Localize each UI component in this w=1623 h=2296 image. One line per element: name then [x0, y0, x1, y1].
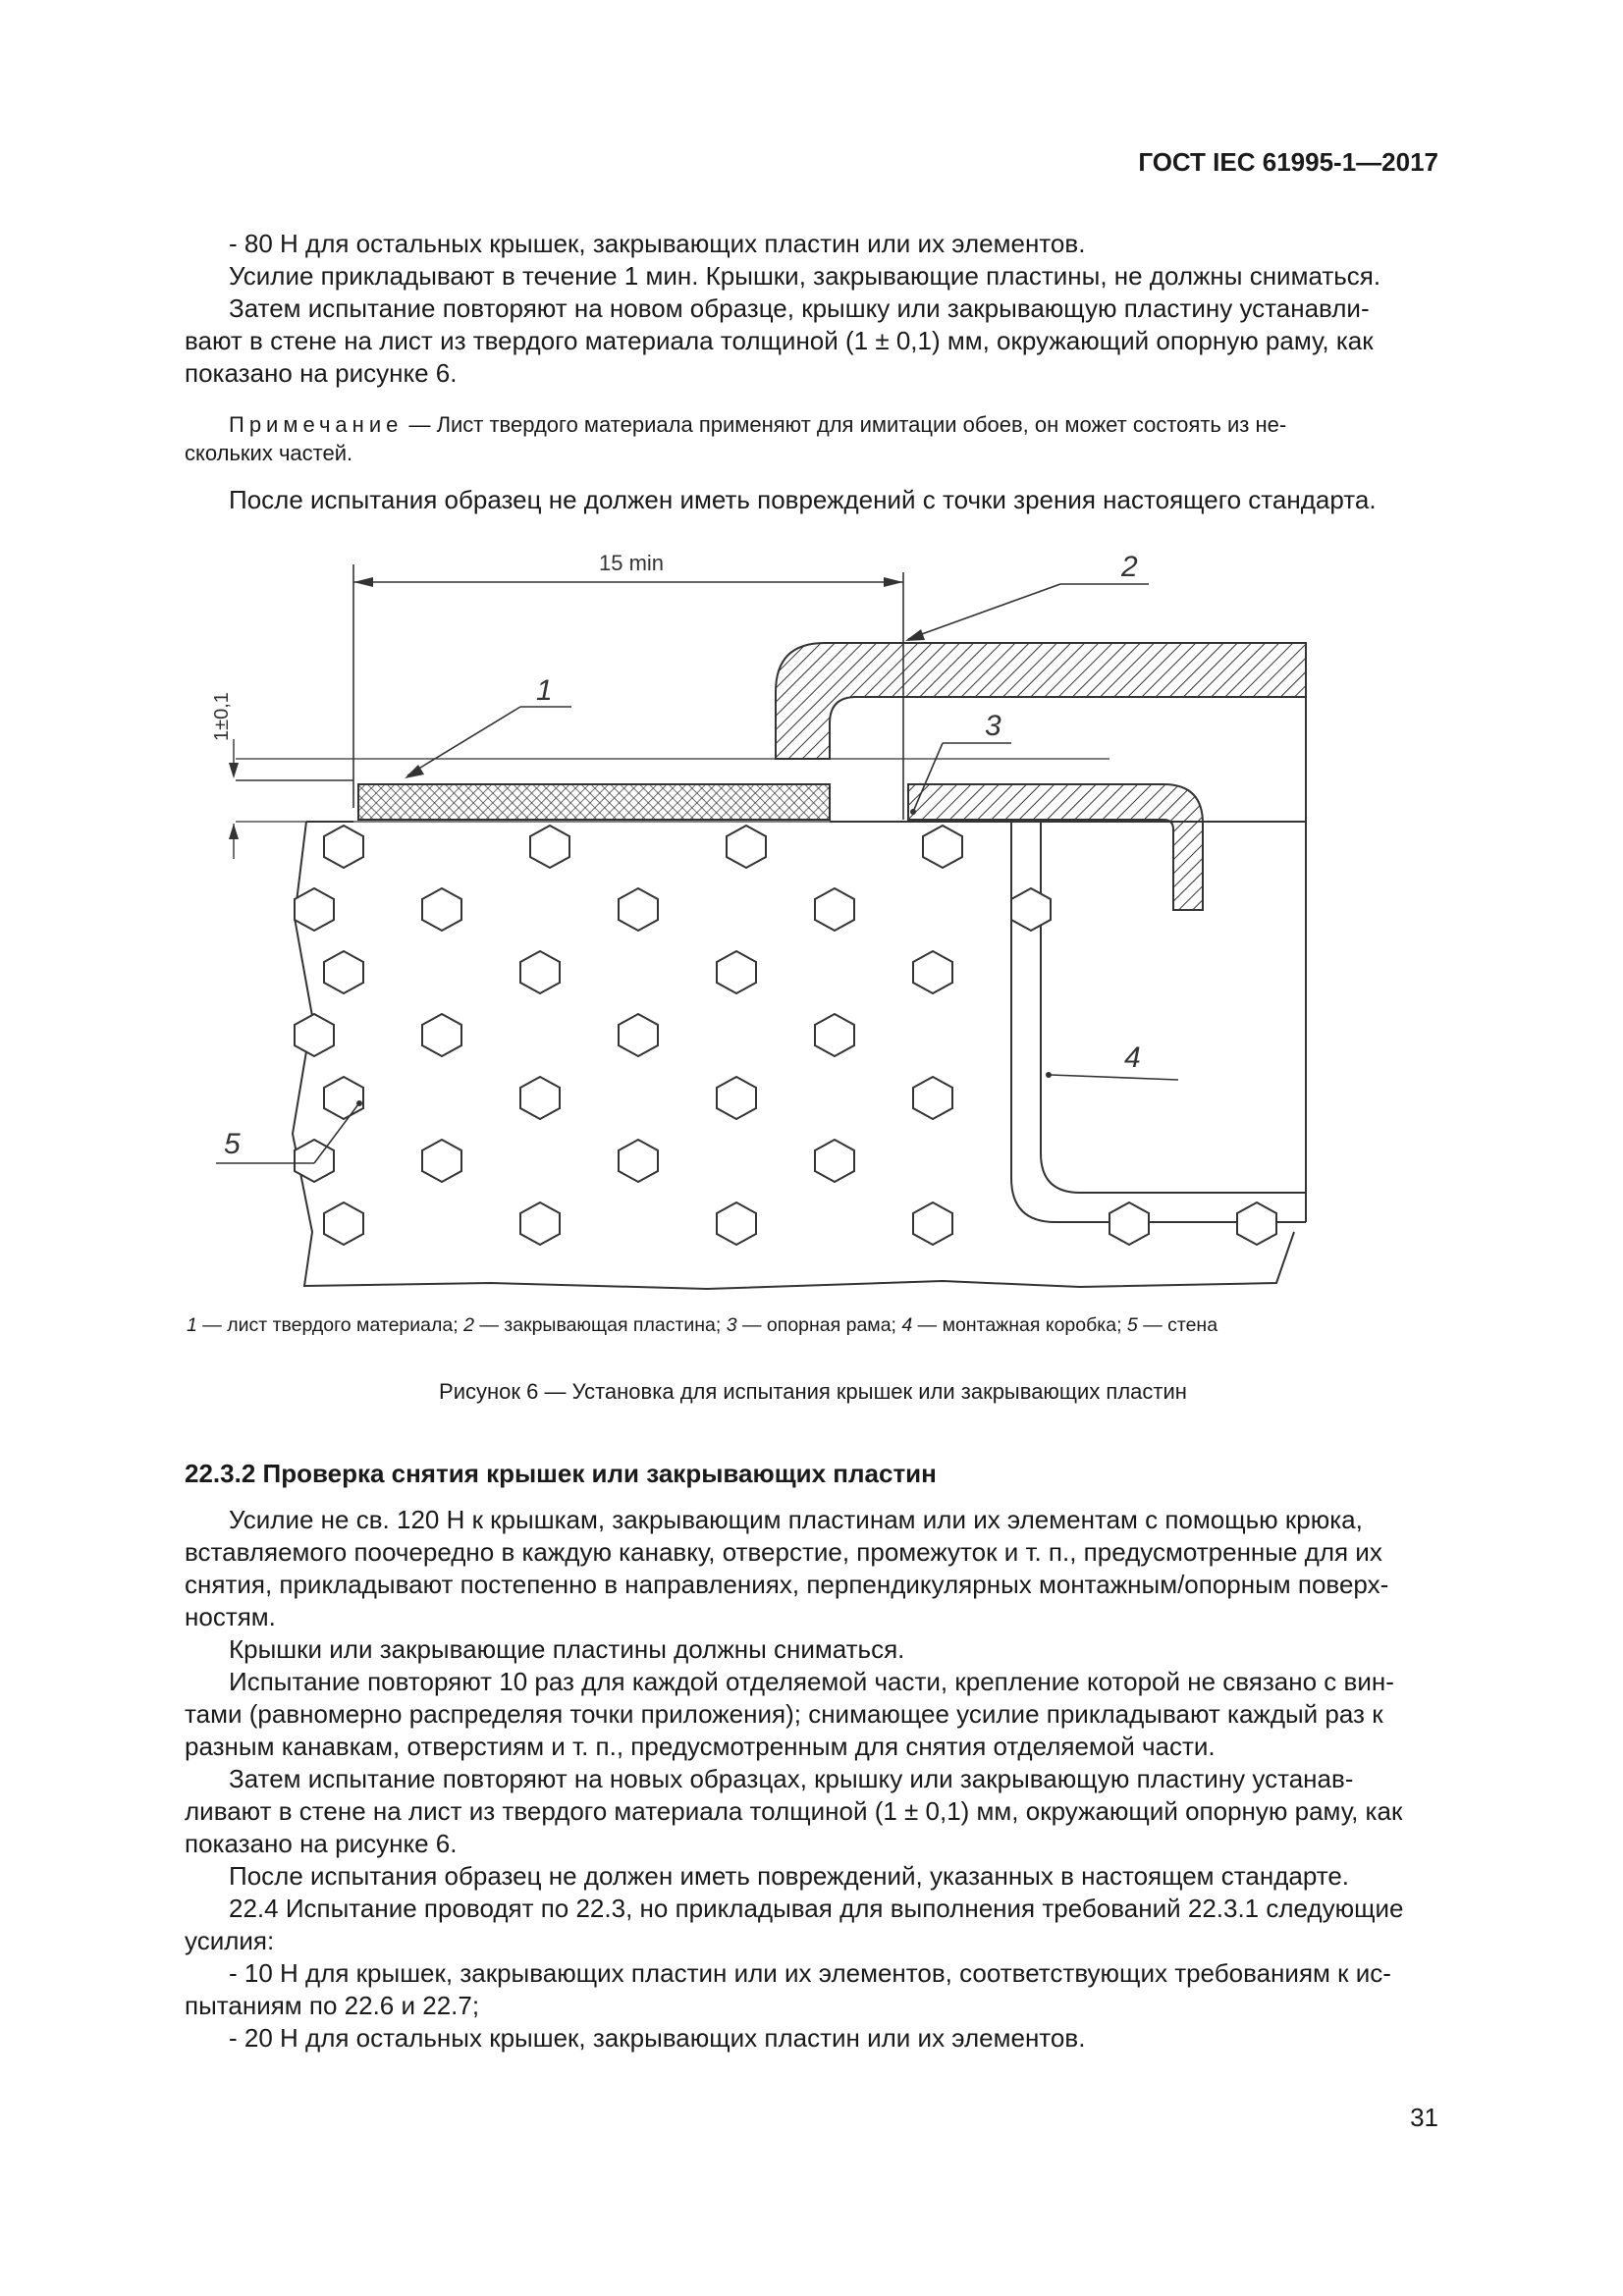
legend-num: 4 [901, 1314, 913, 1336]
callout-3: 3 [985, 710, 1001, 742]
line: тами (равномерно распределяя точки приложения); снимающее усилие прикладывают каждый раз к [185, 1699, 1383, 1729]
line: снятия, прикладывают постепенно в направлениях, перпендикулярных монтажным/опорным поверх- [185, 1570, 1389, 1599]
line: Затем испытание повторяют на новом образце, крышку или закрывающую пластину устанавли- [229, 294, 1370, 323]
figure-caption: Рисунок 6 — Установка для испытания крышек или закрывающих пластин [439, 1379, 1187, 1404]
callout-1: 1 [536, 674, 553, 707]
figure-legend [187, 1313, 1217, 1337]
page-number: 31 [1410, 2103, 1438, 2132]
legend-num: 2 [463, 1314, 474, 1336]
line: вставляемого поочередно в каждую канавку, отверстие, промежуток и т. п., предусмотренные для их [185, 1537, 1382, 1567]
paragraph-text: Усилие прикладывают в течение 1 мин. Крышки, закрывающие пластины, не должны сниматься. [229, 261, 1381, 291]
legend-num: 3 [726, 1314, 737, 1336]
paragraph-force [229, 260, 1380, 293]
line: усилия: [185, 1926, 275, 1955]
line: Испытание повторяют 10 раз для каждой отделяемой части, крепление которой не связано с вин- [229, 1667, 1394, 1696]
callout-2: 2 [1121, 551, 1138, 583]
note-text-cont: скольких частей. [185, 441, 353, 465]
wall-texture [260, 826, 290, 861]
legend-num: 5 [1126, 1314, 1138, 1336]
line: После испытания образец не должен иметь повреждений, указанных в настоящем стандарте. [229, 1861, 1350, 1891]
line: пытаниям по 22.6 и 22.7; [185, 1991, 480, 2020]
note-text: — Лист твердого материала применяют для имитации обоев, он может состоять из не- [403, 412, 1287, 437]
line: показано на рисунке 6. [185, 1829, 458, 1858]
line: - 20 Н для остальных крышек, закрывающих пластин или их элементов. [229, 2023, 1086, 2053]
list-item-80n [229, 228, 1085, 260]
line: вают в стене на лист из твердого материала толщиной (1 ± 0,1) мм, окружающий опорную раму, как [185, 326, 1374, 355]
line: Крышки или закрывающие пластины должны сниматься. [229, 1634, 905, 1664]
legend-text: — опорная рама; [736, 1314, 902, 1336]
paragraph-repeat [185, 293, 1486, 390]
line: ностям. [185, 1602, 276, 1631]
cover-plate [776, 643, 1306, 759]
line: разным канавкам, отверстиям и т. п., предусмотренным для снятия отделяемой части. [185, 1732, 1216, 1761]
dimension-label: 15 min [599, 551, 665, 575]
line: ливают в стене на лист из твердого материала толщиной (1 ± 0,1) мм, окружающий опорную раму, как [185, 1796, 1403, 1826]
section-body [185, 1504, 1441, 2055]
section-heading: 22.3.2 Проверка снятия крышек или закрывающих пластин [185, 1459, 937, 1488]
line: 22.4 Испытание проводят по 22.3, но прикладывая для выполнения требований 22.3.1 следующие [229, 1894, 1404, 1923]
legend-text: — монтажная коробка; [912, 1314, 1127, 1336]
line: - 10 Н для крышек, закрывающих пластин или их элементов, соответствующих требованиям к ис- [229, 1958, 1391, 1988]
line: Затем испытание повторяют на новых образцах, крышку или закрывающую пластину устанав- [229, 1764, 1354, 1793]
figure-6-diagram [196, 545, 1434, 1291]
line: показано на рисунке 6. [185, 358, 458, 388]
legend-text: — стена [1137, 1314, 1218, 1336]
legend-text: — закрывающая пластина; [473, 1314, 727, 1336]
mounting-box [1011, 822, 1306, 1222]
callout-5: 5 [224, 1128, 241, 1160]
note [185, 410, 1486, 467]
line: Усилие не св. 120 Н к крышкам, закрывающим пластинам или их элементам с помощью крюка, [229, 1505, 1363, 1534]
legend-text: — лист твердого материала; [196, 1314, 464, 1336]
thickness-label: 1±0,1 [211, 692, 233, 741]
note-label: Примечание [229, 412, 404, 437]
hard-sheet [358, 784, 830, 820]
callout-4: 4 [1124, 1041, 1141, 1074]
list-item-text: - 80 Н для остальных крышек, закрывающих пластин или их элементов. [229, 229, 1086, 258]
document-header: ГОСТ IEC 61995-1—2017 [1138, 147, 1438, 177]
paragraph-after-test: После испытания образец не должен иметь повреждений с точки зрения настоящего стандарта. [229, 485, 1377, 514]
legend-num: 1 [187, 1314, 197, 1336]
